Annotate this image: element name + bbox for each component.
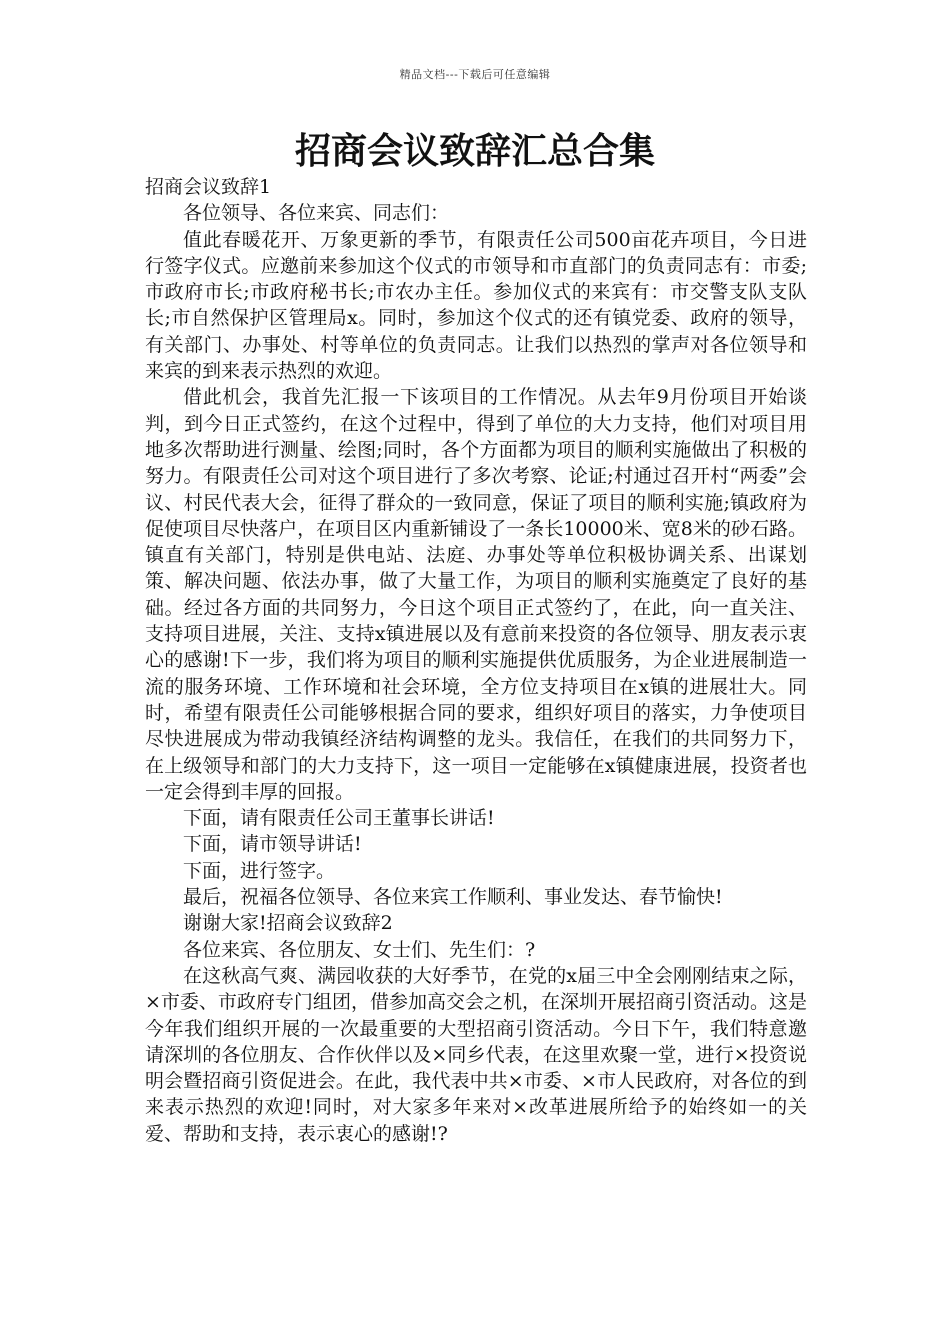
document-body [145, 174, 807, 1147]
body-paragraph: 下面，进行签字。 [183, 859, 336, 882]
body-paragraph: 下面，请市领导讲话! [183, 833, 362, 856]
body-paragraph: 下面，请有限责任公司王董事长讲话! [183, 807, 495, 830]
document-title: 招商会议致辞汇总合集 [294, 130, 655, 172]
salutation: 各位领导、各位来宾、同志们： [183, 202, 450, 225]
page-header-note: 精品文档---下载后可任意编辑 [399, 68, 551, 81]
body-paragraph: 最后，祝福各位领导、各位来宾工作顺利、事业发达、春节愉快! [183, 886, 723, 909]
salutation: 各位来宾、各位朋友、女士们、先生们：? [183, 938, 536, 961]
section-heading: 招商会议致辞1 [145, 176, 272, 198]
section-heading: 谢谢大家!招商会议致辞2 [183, 912, 393, 935]
body-paragraph: 在这秋高气爽、满园收获的大好季节，在党的x届三中全会刚刚结束之际，×市委、市政府专门组团，借参加高交会之机，在深圳开展招商引资活动。这是今年我们组织开展的一次最重要的大型招商引资活动。今日下午，我们特意邀请深圳的各位朋友、合作伙伴以及×同乡代表，在这里欢聚一堂，进行×投资说明会暨招商引资促进会。在此，我代表中共×市委、×市人民政府，对各位的到来表示热烈的欢迎!同时，对大家多年来对×改革进展所给予的始终如一的关爱、帮助和支持，表示衷心的感谢!? [145, 964, 807, 1145]
body-paragraph: 值此春暖花开、万象更新的季节，有限责任公司500亩花卉项目，今日进行签字仪式。应邀前来参加这个仪式的市领导和市直部门的负责同志有：市委;市政府市长;市政府秘书长;市农办主任。参加仪式的来宾有：市交警支队支队长;市自然保护区管理局x。同时，参加这个仪式的还有镇党委、政府的领导，有关部门、办事处、村等单位的负责同志。让我们以热烈的掌声对各位领导和来宾的到来表示热烈的欢迎。 [145, 228, 807, 383]
body-paragraph: 借此机会，我首先汇报一下该项目的工作情况。从去年9月份项目开始谈判，到今日正式签约，在这个过程中，得到了单位的大力支持，他们对项目用地多次帮助进行测量、绘图;同时，各个方面都为项目的顺利实施做出了积极的努力。有限责任公司对这个项目进行了多次考察、论证;村通过召开村“两委”会议、村民代表大会，征得了群众的一致同意，保证了项目的顺利实施;镇政府为促使项目尽快落户，在项目区内重新铺设了一条长10000米、宽8米的砂石路。镇直有关部门，特别是供电站、法庭、办事处等单位积极协调关系、出谋划策、解决问题、依法办事，做了大量工作，为项目的顺利实施奠定了良好的基础。经过各方面的共同努力，今日这个项目正式签约了，在此，向一直关注、支持项目进展，关注、支持x镇进展以及有意前来投资的各位领导、朋友表示衷心的感谢!下一步，我们将为项目的顺利实施提供优质服务，为企业进展制造一流的服务环境、工作环境和社会环境，全方位支持项目在x镇的进展壮大。同时，希望有限责任公司能够根据合同的要求，组织好项目的落实，力争使项目尽快进展成为带动我镇经济结构调整的龙头。我信任，在我们的共同努力下，在上级领导和部门的大力支持下，这一项目一定能够在x镇健康进展，投资者也一定会得到丰厚的回报。 [145, 386, 807, 803]
